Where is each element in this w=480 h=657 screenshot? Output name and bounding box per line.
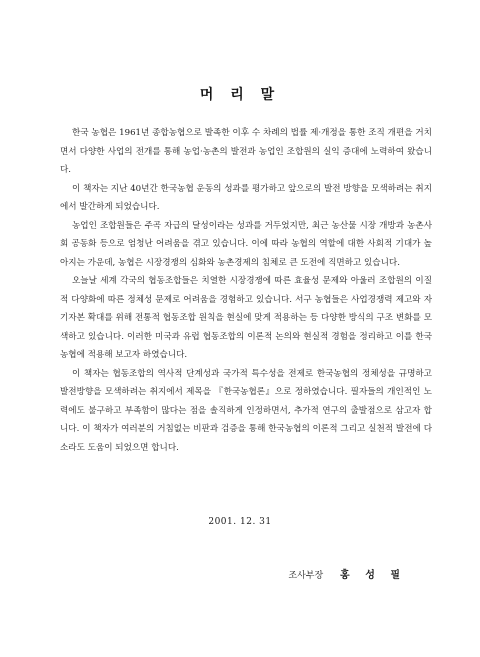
preface-paragraph-1: 한국 농협은 1961년 종합농협으로 발족한 이후 수 차례의 법률 제·개정을 통한 조직 개편을 거치면서 다양한 사업의 전개를 통해 농업·농촌의 발전과 농업인 조합원의 실익 증대에 노력하여 왔습니다. <box>60 128 432 175</box>
signature-block <box>288 566 406 581</box>
preface-paragraph-3: 농업인 조합원들은 주곡 자급의 달성이라는 성과를 거두었지만, 최근 농산물 시장 개방과 농촌사회 공동화 등으로 엄청난 어려움을 겪고 있습니다. 이에 따라 농협의 역할에 대한 사회적 기대가 높아지는 가운데, 농협은 시장경쟁의 심화와 농촌경제의 침체로 큰 도전에 직면하고 있습니다. <box>60 220 432 268</box>
signature-title: 조사부장 <box>288 571 324 581</box>
signature-name: 홍 성 필 <box>340 570 406 581</box>
document-date: 2001. 12. 31 <box>208 517 272 527</box>
preface-paragraph-4: 오늘날 세계 각국의 협동조합들은 치열한 시장경쟁에 따른 효율성 문제와 아울러 조합원의 이질적 다양화에 따른 정체성 문제로 어려움을 경험하고 있습니다. 서구 농협들은 사업경쟁력 제고와 자기자본 확대를 위해 전통적 협동조합 원칙을 현실에 맞게 적용하는 등 다양한 방식의 구조 변화를 모색하고 있습니다. 이러한 미국과 유럽 협동조합의 이론적 논의와 현실적 경험을 정리하고 이를 한국농협에 적용해 보고자 하였습니다. <box>60 276 432 360</box>
preface-paragraph-2: 이 책자는 지난 40년간 한국농협 운동의 성과를 평가하고 앞으로의 발전 방향을 모색하려는 취지에서 발간하게 되었습니다. <box>60 183 432 212</box>
preface-body <box>60 124 432 457</box>
page-title: 머 리 말 <box>199 87 281 103</box>
preface-paragraph-5: 이 책자는 협동조합의 역사적 단계성과 국가적 특수성을 전제로 한국농협의 정체성을 규명하고 발전방향을 모색하려는 취지에서 제목을 『한국농협론』으로 정하였습니다. 필자들의 개인적인 노력에도 불구하고 부족함이 많다는 점을 솔직하게 인정하면서, 추가적 연구의 출발점으로 삼고자 합니다. 이 책자가 여러분의 거침없는 비판과 검증을 통해 한국농협의 이론적 그리고 실천적 발전에 다소라도 도움이 되었으면 합니다. <box>60 368 432 453</box>
